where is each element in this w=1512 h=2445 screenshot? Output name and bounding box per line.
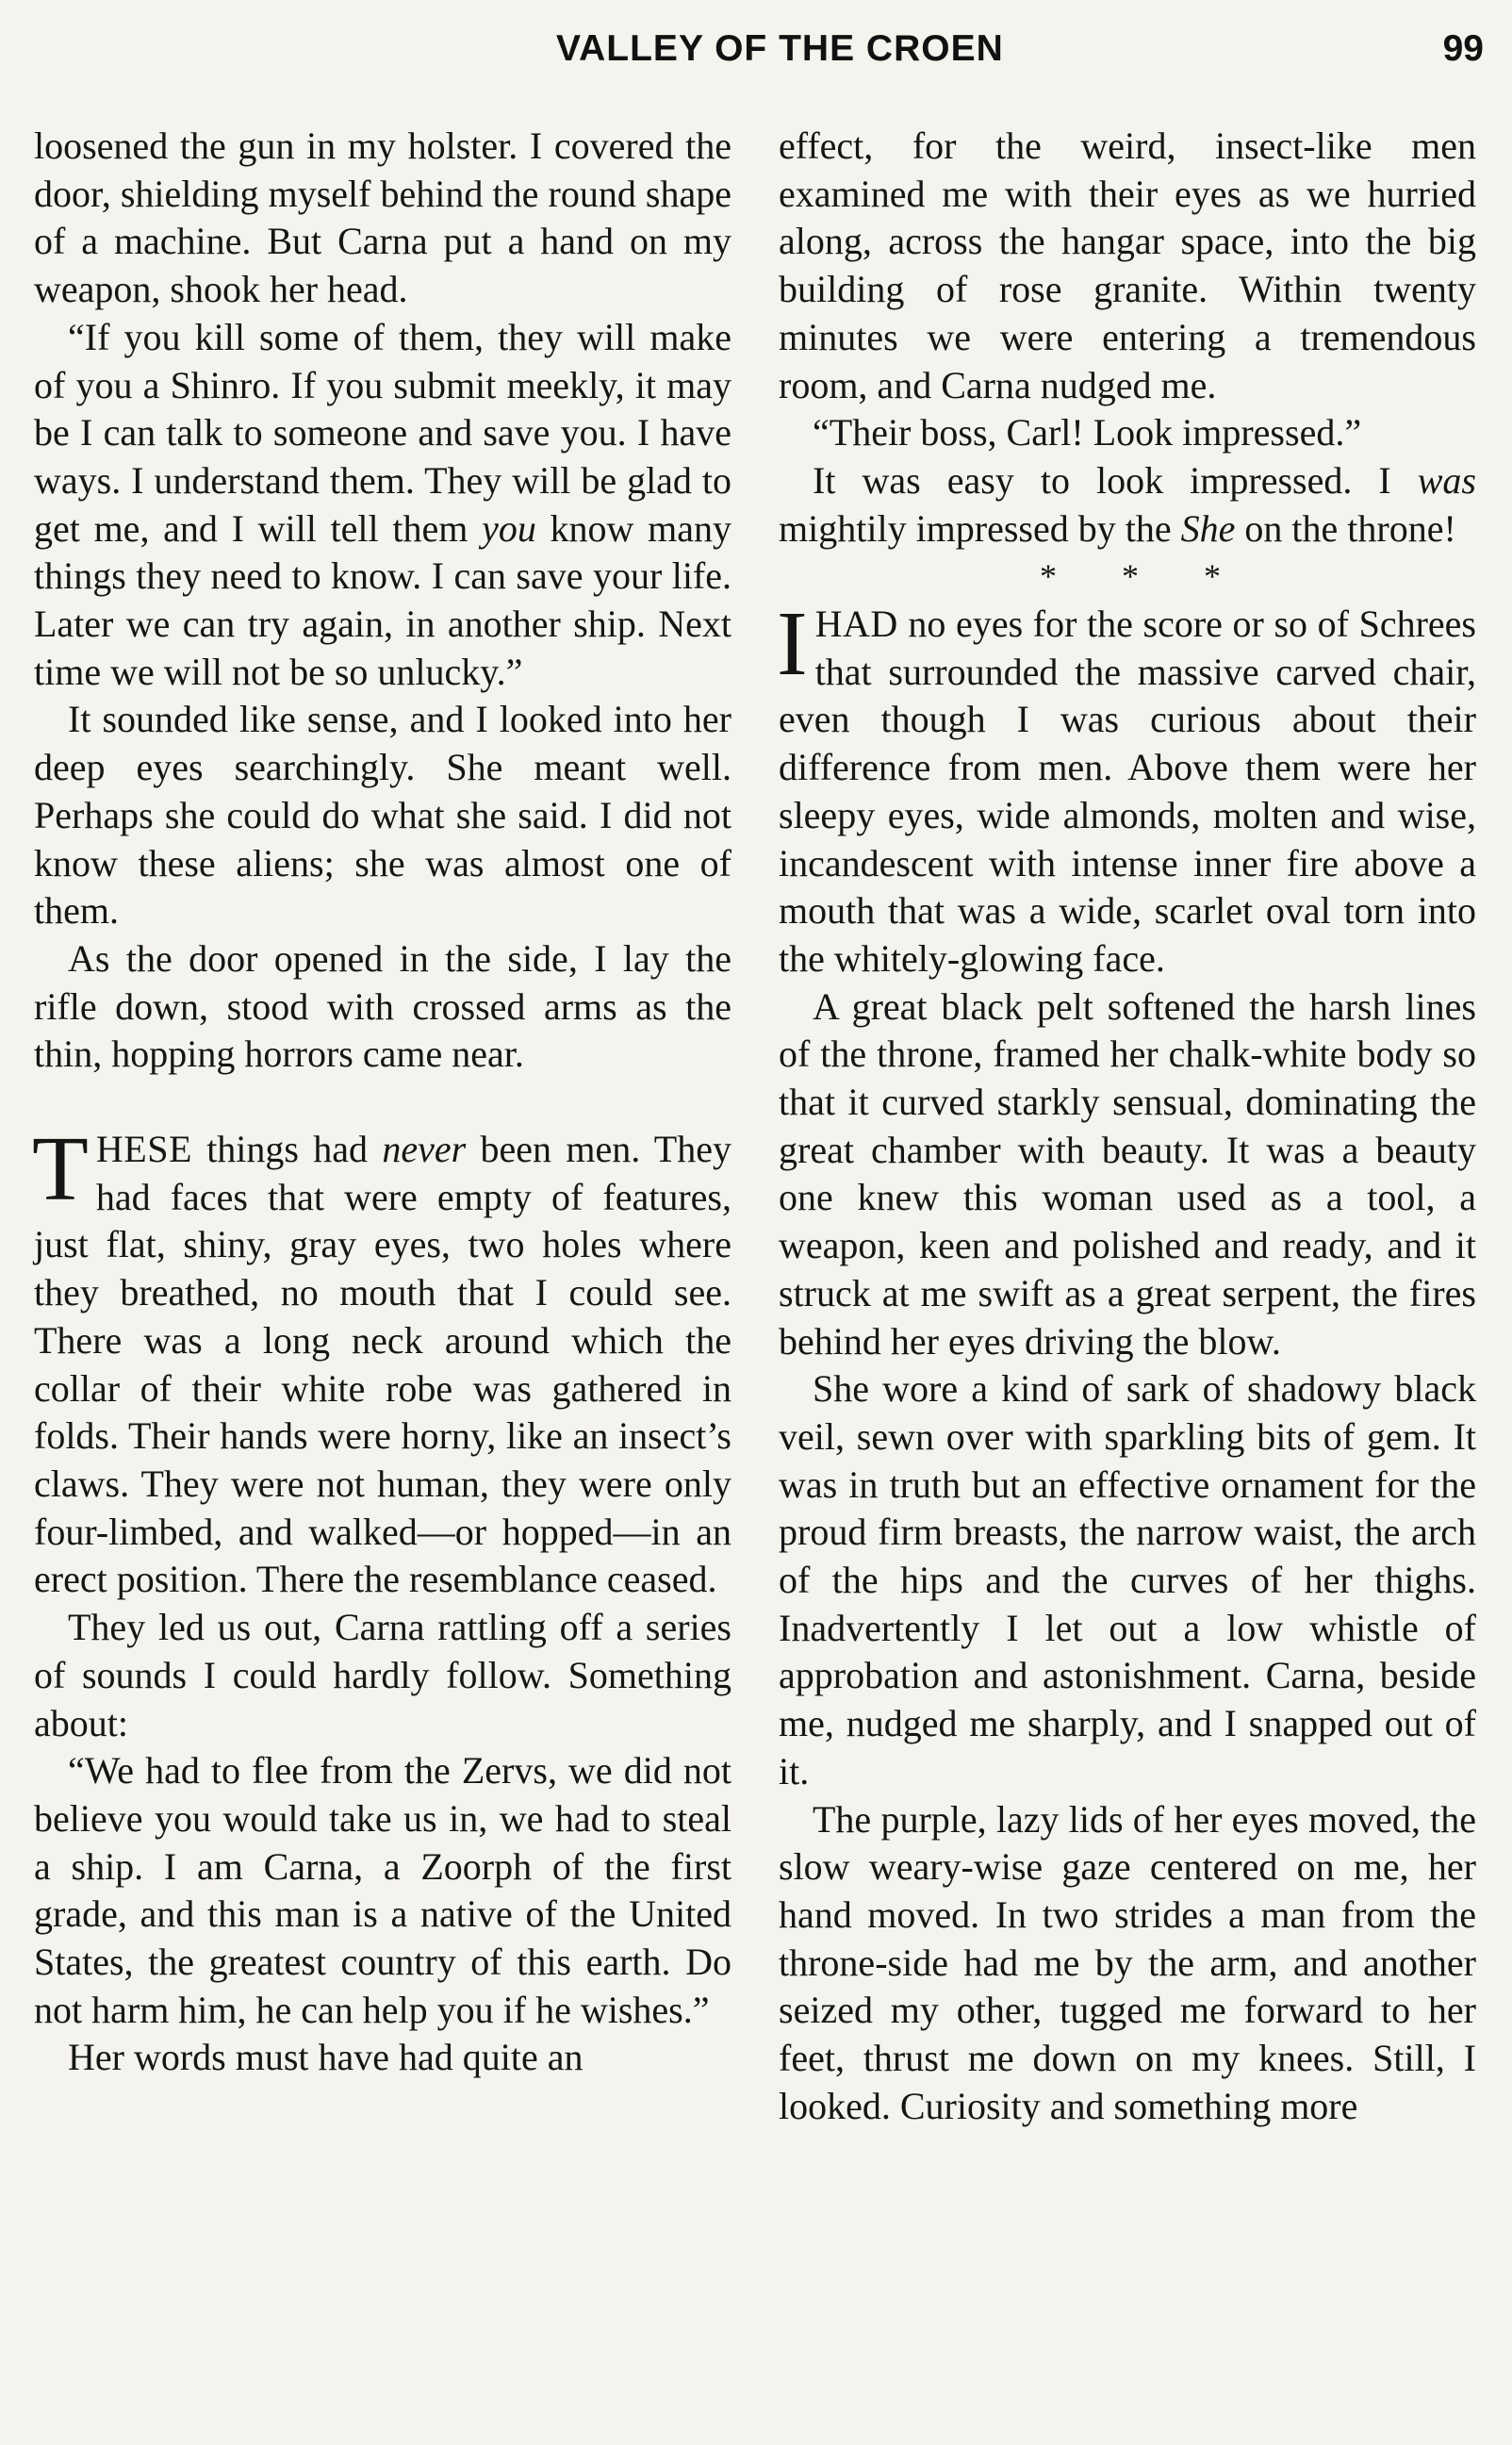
emphasis: never (382, 1128, 467, 1171)
right-column (779, 123, 1476, 2131)
paragraph: It sounded like sense, and I looked into her deep eyes searchingly. She meant well. Perhaps she could do what she said. I did not know these aliens; she was almost one of them. (34, 698, 731, 933)
paragraph (34, 314, 731, 697)
text-run: It was easy to look impressed. I (813, 458, 1418, 502)
text-run: been men. They had faces that were empty of features, just flat, shiny, gray eyes, two holes where they breathed, no mouth that I could see. There was a long neck around which the collar of their white robe was gathered in folds. Their hands were horny, like an insect’s claws. They were not human, they were only four-limbed, and walked—or hopped—in an erect position. There the resemblance ceased. (34, 1128, 731, 1601)
small-caps: HAD (814, 603, 898, 646)
small-caps: HESE (95, 1128, 192, 1171)
emphasis: was (1417, 458, 1476, 502)
emphasis: She (1180, 506, 1236, 550)
paragraph: loosened the gun in my holster. I covered the door, shielding myself behind the round shape of a machine. But Carna put a hand on my weapon, shook her head. (34, 124, 731, 311)
paragraph (777, 593, 1476, 983)
page-header (0, 28, 1512, 85)
text-run: “If you kill some of them, they will make of you a Shinro. If you submit meekly, it may be I can talk to someone and save you. I have ways. I understand them. They will be glad to get me, and I will tell them (34, 315, 731, 550)
text-run: no eyes for the score or so of Schrees that surrounded the massive carved chair, even though I was curious about their difference from men. Above them were her sleepy eyes, wide almonds, molten and wise, incandescent with intense inner fire above a mouth that was a wide, scarlet oval torn into the whitely-glowing face. (779, 603, 1476, 980)
text-run: know many things they need to know. I can save your life. Later we can try again, in another ship. Next time we will not be so unlucky.” (34, 506, 731, 693)
text-run: on the throne! (1235, 506, 1456, 550)
paragraph: They led us out, Carna rattling off a series of sounds I could hardly follow. Something about: (34, 1606, 731, 1744)
text-run: mightily impressed by the (779, 506, 1181, 550)
paragraph: A great black pelt softened the harsh lines of the throne, framed her chalk-white body so that it curved starkly sensual, dominating the great chamber with beauty. It was a beauty one knew this woman used as a tool, a weapon, keen and polished and ready, and it struck at me swift as a great serpent, the fires behind her eyes driving the blow. (779, 984, 1476, 1363)
section-break (34, 1079, 731, 1126)
running-title: VALLEY OF THE CROEN (556, 28, 1004, 69)
paragraph: “We had to flee from the Zervs, we did not believe you would take us in, we had to steal a ship. I am Carna, a Zoorph of the first grade, and this man is a native of the United States, the greatest country of this earth. Do not harm him, he can help you if he wishes.” (34, 1749, 731, 2031)
text-run: things had (191, 1128, 383, 1171)
paragraph: effect, for the weird, insect-like men examined me with their eyes as we hurried along, across the hangar space, into the big building of rose granite. Within twenty minutes we were entering a tremendous room, and Carna nudged me. (779, 124, 1476, 406)
emphasis: you (482, 506, 536, 550)
drop-cap: T (32, 1118, 89, 1221)
section-separator: * * * (1040, 557, 1249, 596)
paragraph: As the door opened in the side, I lay the rifle down, stood with crossed arms as the thin, hopping horrors came near. (34, 936, 731, 1076)
paragraph (32, 1118, 731, 1604)
drop-cap: I (777, 593, 808, 696)
page-number: 99 (1442, 28, 1484, 69)
paragraph (779, 457, 1476, 553)
left-column (34, 123, 731, 2082)
paragraph: Her words must have had quite an (68, 2036, 583, 2079)
paragraph: She wore a kind of sark of shadowy black veil, sewn over with sparkling bits of gem. It was in truth but an effective ornament for the proud firm breasts, the narrow waist, the arch of the hips and the curves of her thighs. Inadvertently I let out a low whistle of approbation and astonishment. Carna, beside me, nudged me sharply, and I snapped out of it. (779, 1367, 1476, 1792)
paragraph: The purple, lazy lids of her eyes moved, the slow weary-wise gaze centered on me, her hand moved. In two strides a man from the throne-side had me by the arm, and another seized my other, tugged me forward to her feet, thrust me down on my knees. Still, I looked. Curiosity and something more (779, 1797, 1476, 2127)
paragraph: “Their boss, Carl! Look impressed.” (813, 411, 1362, 454)
